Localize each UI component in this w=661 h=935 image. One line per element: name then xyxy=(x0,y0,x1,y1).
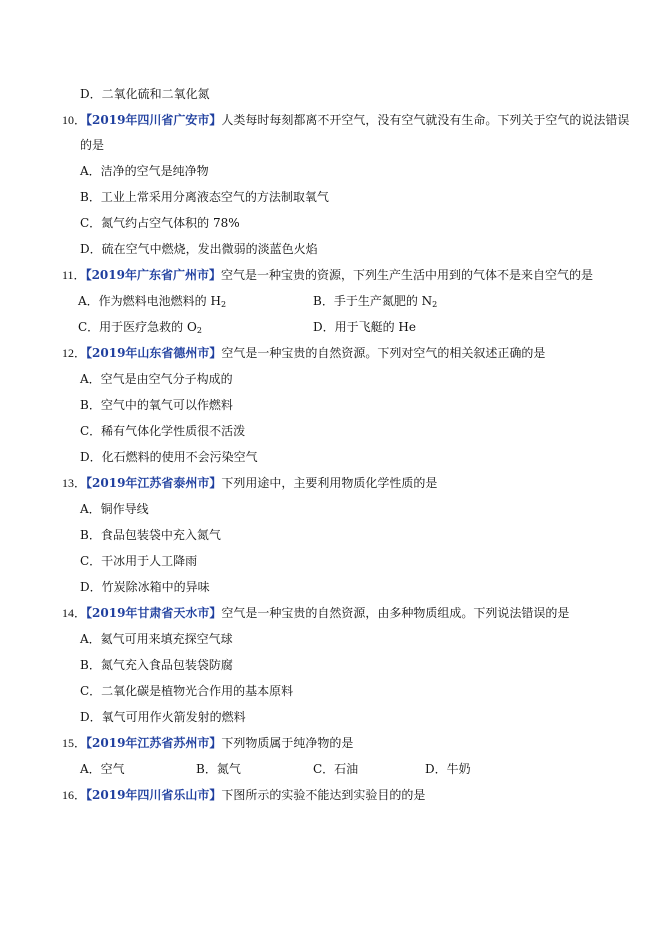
q11-option-b xyxy=(313,293,437,313)
question-source: 【2019年江苏省苏州市】 xyxy=(86,736,222,750)
q15-option-a: A．空气 xyxy=(80,762,125,776)
question-stem: 空气是一种宝贵的自然资源，由多种物质组成。下列说法错误的是 xyxy=(221,606,570,620)
question-source: 【2019年山东省德州市】 xyxy=(86,346,222,360)
q14-option-c: C．二氧化碳是植物光合作用的基本原料 xyxy=(80,684,294,698)
question-number: 13． xyxy=(62,476,87,490)
question-number: 12． xyxy=(62,346,87,360)
question-stem: 人类每时每刻都离不开空气，没有空气就没有生命。下列关于空气的说法错误 xyxy=(221,113,630,127)
question-13 xyxy=(62,475,437,491)
question-number: 15． xyxy=(62,736,87,750)
q15-option-d: D．牛奶 xyxy=(425,762,471,776)
question-11 xyxy=(62,267,593,283)
question-12 xyxy=(62,345,545,361)
question-stem: 下列用途中，主要利用物质化学性质的是 xyxy=(221,476,438,490)
q13-option-b: B．食品包装袋中充入氮气 xyxy=(80,528,221,542)
subscript: 2 xyxy=(220,300,227,309)
question-number: 10． xyxy=(62,113,87,127)
q12-option-d: D．化石燃料的使用不会污染空气 xyxy=(80,450,258,464)
question-source: 【2019年四川省乐山市】 xyxy=(86,788,222,802)
question-number: 14． xyxy=(62,606,87,620)
question-16 xyxy=(62,787,425,803)
question-source: 【2019年江苏省泰州市】 xyxy=(86,476,222,490)
q9-option-d: D．二氧化硫和二氧化氮 xyxy=(80,87,210,101)
option-text: A．作为燃料电池燃料的 H xyxy=(78,294,221,308)
q15-option-b: B．氮气 xyxy=(196,762,241,776)
option-text: B．手于生产氮肥的 N xyxy=(313,294,433,308)
q14-option-d: D．氧气可用作火箭发射的燃料 xyxy=(80,710,246,724)
subscript: 2 xyxy=(196,326,202,335)
q10-option-c: C．氮气约占空气体积的 78% xyxy=(80,216,240,230)
q10-option-b: B．工业上常采用分离液态空气的方法制取氧气 xyxy=(80,190,329,204)
question-number: 16． xyxy=(62,788,87,802)
subscript: 2 xyxy=(432,300,438,309)
question-number: 11． xyxy=(62,268,86,282)
q12-option-c: C．稀有气体化学性质很不活泼 xyxy=(80,424,246,438)
option-text: C．用于医疗急救的 O xyxy=(78,320,197,334)
question-source: 【2019年甘肃省天水市】 xyxy=(86,606,222,620)
question-stem: 下图所示的实验不能达到实验目的的是 xyxy=(221,788,426,802)
question-source: 【2019年四川省广安市】 xyxy=(86,113,222,127)
question-10 xyxy=(62,112,629,128)
question-10-stem-continued: 的是 xyxy=(80,138,105,152)
q10-option-a: A．洁净的空气是纯净物 xyxy=(80,164,209,178)
option-text: D．用于飞艇的 He xyxy=(313,320,417,334)
q11-option-a xyxy=(78,293,226,313)
q13-option-d: D．竹炭除冰箱中的异味 xyxy=(80,580,210,594)
q13-option-c: C．干冰用于人工降雨 xyxy=(80,554,198,568)
q13-option-a: A．铜作导线 xyxy=(80,502,149,516)
question-source: 【2019年广东省广州市】 xyxy=(85,268,221,282)
q12-option-a: A．空气是由空气分子构成的 xyxy=(80,372,233,386)
q14-option-b: B．氮气充入食品包装袋防腐 xyxy=(80,658,233,672)
q12-option-b: B．空气中的氧气可以作燃料 xyxy=(80,398,233,412)
q10-option-d: D．硫在空气中燃烧，发出微弱的淡蓝色火焰 xyxy=(80,242,318,256)
q14-option-a: A．氦气可用来填充探空气球 xyxy=(80,632,233,646)
question-15 xyxy=(62,735,353,751)
q11-option-c xyxy=(78,319,202,339)
question-stem: 空气是一种宝贵的资源，下列生产生活中用到的气体不是来自空气的是 xyxy=(220,268,593,282)
q11-option-d xyxy=(313,319,416,335)
question-14 xyxy=(62,605,569,621)
question-stem: 下列物质属于纯净物的是 xyxy=(221,736,354,750)
question-stem: 空气是一种宝贵的自然资源。下列对空气的相关叙述正确的是 xyxy=(221,346,546,360)
q15-option-c: C．石油 xyxy=(313,762,359,776)
